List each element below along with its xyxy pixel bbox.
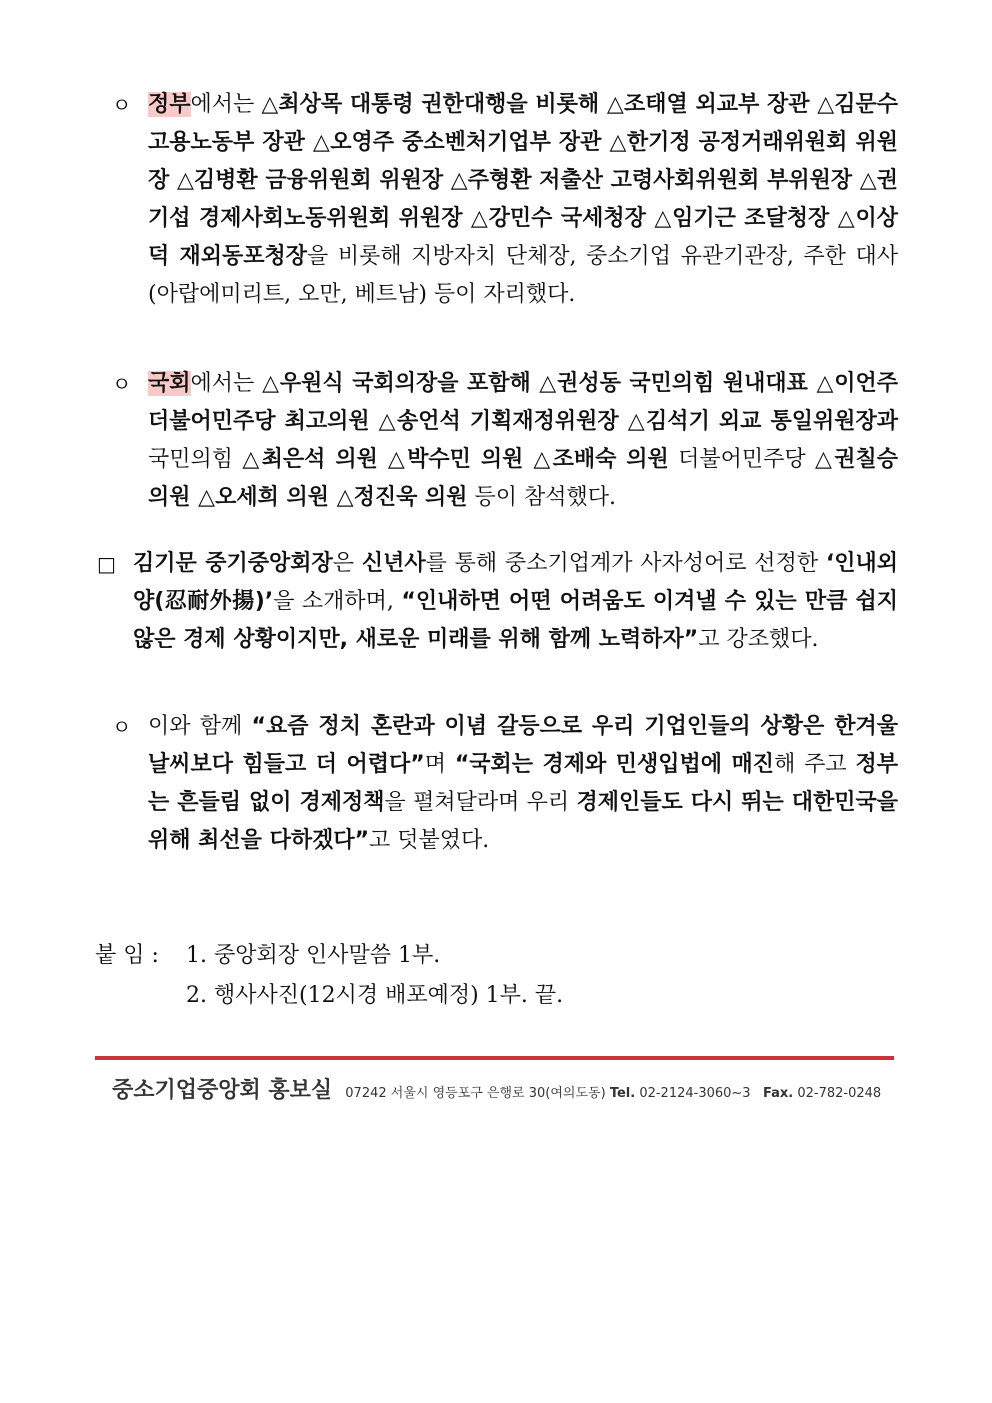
footer-org: 중소기업중앙회 홍보실 [112,1078,333,1103]
assembly-text-1: 에서는 [190,371,263,396]
circle-bullet-gov: ㅇ [112,93,132,117]
assembly-text-3: 더불어민주당 [668,447,815,472]
new-year-address: 신년사 [361,551,426,576]
fax-label: Fax. [762,1086,794,1101]
circle-bullet-assembly: ㅇ [112,372,132,396]
remarks-quote-1: “요즘 정치 혼란과 이념 갈등으로 우리 기업인들의 상황은 한겨울 날씨보다 힘들고 더 어렵다” [148,714,898,777]
footer-street: 07242 서울시 영등포구 은행로 30(여의도동) [345,1086,606,1101]
square-bullet-chairman: □ [97,552,116,576]
gov-heading: 정부 [148,92,191,117]
gov-officials: △최상목 대통령 권한대행을 비롯해 △조태열 외교부 장관 △김문수 고용노동부 장관 △오영주 중소벤처기업부 장관 △한기정 공정거래위원회 위원장 △김병환 금융위원회 위원장 △주형환 저출산 고령사회위원회 부위원장 △권기섭 경제사회노동위원회 위원장 △강민수 국세청장 △임기근 조달청장 △이상덕 재외동포청장 [148,92,898,269]
dp-members: △권칠승 의원 △오세희 의원 △정진욱 의원 [148,447,899,510]
assembly-attendees-paragraph [148,365,898,517]
chairman-text-1: 은 [332,551,362,576]
remarks-paragraph [148,708,898,860]
gov-text-2: 을 비롯해 지방자치 단체장, 중소기업 유관기관장, 주한 대사(아랍에미리트, 오만, 베트남) 등이 자리했다. [148,244,898,307]
remarks-text-5: 고 덧붙였다. [369,828,490,853]
gov-attendees-paragraph [148,86,898,314]
remarks-emphasis-1: 정부는 흔들림 없이 경제정책 [148,752,898,815]
chairman-speech-paragraph [133,545,898,659]
circle-bullet-remarks: ㅇ [112,715,132,739]
assembly-leaders: △우원식 국회의장을 포함해 △권성동 국민의힘 원내대표 △이언주 더불어민주당 최고의원 △송언석 기획재정위원장 △김석기 외교 통일위원장과 [148,371,899,434]
footer-address [345,1086,881,1101]
footer-divider [95,1056,894,1060]
remarks-text-1: 이와 함께 [148,714,252,739]
chairman-text-2: 를 통해 중소기업계가 사자성어로 선정한 [425,551,826,576]
remarks-text-4: 을 펼쳐달라며 우리 [384,790,577,815]
remarks-text-2: 며 [424,752,455,777]
attachment-item-2: 2. 행사사진(12시경 배포예정) 1부. 끝. [186,983,564,1008]
remarks-text-3: 해 주고 [774,752,856,777]
chairman-text-4: 고 강조했다. [698,627,819,652]
gov-text-1: 에서는 [190,92,262,117]
assembly-text-2: 국민의힘 [148,447,243,472]
footer [112,1073,881,1104]
ppp-members: △최은석 의원 △박수민 의원 △조배숙 의원 [242,447,669,472]
attachment-item-1: 1. 중앙회장 인사말씀 1부. [186,943,441,968]
chairman-name: 김기문 중기중앙회장 [133,551,333,576]
remarks-emphasis-2: 경제인들도 다시 뛰는 대한민국을 위해 최선을 다하겠다” [148,790,899,853]
attachment-label: 붙 임 : [95,943,159,968]
fax-number: 02-782-0248 [797,1086,882,1101]
tel-number: 02-2124-3060~3 [639,1086,751,1101]
assembly-heading: 국회 [148,371,191,396]
chairman-quote: “인내하면 어떤 어려움도 이겨낼 수 있는 만큼 쉽지 않은 경제 상황이지만, 새로운 미래를 위해 함께 노력하자” [133,589,898,652]
assembly-text-4: 등이 참석했다. [467,485,616,510]
remarks-quote-2: “국회는 경제와 민생입법에 매진 [454,752,775,777]
tel-label: Tel. [609,1086,636,1101]
chairman-text-3: 을 소개하며, [273,589,402,614]
idiom: ‘인내외양(忍耐外揚)’ [133,551,898,614]
